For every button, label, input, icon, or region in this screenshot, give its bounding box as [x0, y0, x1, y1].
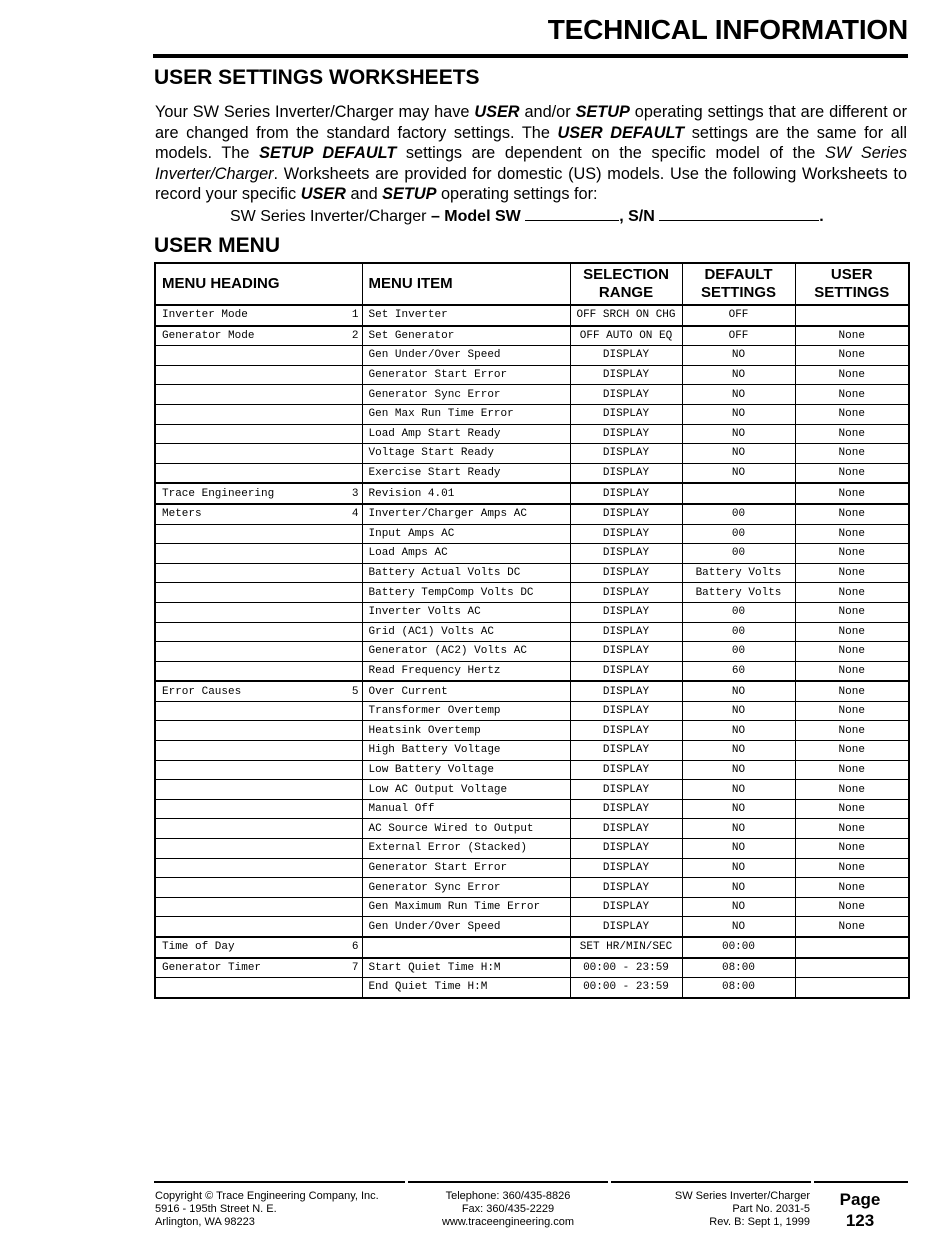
default-setting-cell: NO [682, 385, 795, 405]
selection-range-cell: DISPLAY [570, 819, 682, 839]
menu-heading-cell [155, 978, 362, 998]
menu-heading-name: Meters [162, 508, 202, 521]
table-row [155, 878, 909, 898]
footer-contact: Telephone: 360/435-8826 Fax: 360/435-2229 www.traceengineering.com [441, 1190, 575, 1228]
user-setting-cell[interactable]: None [795, 463, 909, 483]
menu-heading-cell [155, 878, 362, 898]
menu-item-cell: AC Source Wired to Output [362, 819, 570, 839]
selection-range-cell: DISPLAY [570, 622, 682, 642]
selection-range-cell: DISPLAY [570, 602, 682, 622]
menu-item-cell: Battery TempComp Volts DC [362, 583, 570, 603]
table-row [155, 917, 909, 937]
page-footer [154, 1181, 908, 1241]
default-setting-cell: NO [682, 760, 795, 780]
table-row [155, 978, 909, 998]
menu-heading-cell [155, 858, 362, 878]
default-setting-cell: NO [682, 741, 795, 761]
selection-range-cell: DISPLAY [570, 897, 682, 917]
user-setting-cell[interactable] [795, 937, 909, 958]
footer-rule [814, 1181, 908, 1183]
menu-heading-number: 4 [351, 508, 359, 521]
menu-heading-cell [155, 385, 362, 405]
selection-range-cell: DISPLAY [570, 424, 682, 444]
serial-blank [659, 206, 819, 221]
default-setting-cell: NO [682, 819, 795, 839]
menu-item-cell: Transformer Overtemp [362, 701, 570, 721]
menu-item-cell: Set Generator [362, 326, 570, 346]
menu-item-cell: Generator (AC2) Volts AC [362, 642, 570, 662]
menu-heading-cell [155, 504, 362, 524]
table-row [155, 741, 909, 761]
table-row [155, 858, 909, 878]
menu-item-cell: Exercise Start Ready [362, 463, 570, 483]
model-blank [525, 206, 619, 221]
menu-item-cell: Read Frequency Hertz [362, 661, 570, 681]
table-row [155, 701, 909, 721]
user-setting-cell[interactable]: None [795, 404, 909, 424]
table-row [155, 544, 909, 564]
selection-range-cell: DISPLAY [570, 917, 682, 937]
selection-range-cell: DISPLAY [570, 463, 682, 483]
table-row [155, 937, 909, 958]
user-setting-cell[interactable]: None [795, 385, 909, 405]
default-setting-cell: 08:00 [682, 978, 795, 998]
default-setting-cell: NO [682, 878, 795, 898]
menu-item-cell: Low AC Output Voltage [362, 780, 570, 800]
menu-heading-name: Generator Timer [162, 961, 262, 974]
menu-heading-cell [155, 760, 362, 780]
default-setting-cell: NO [682, 681, 795, 701]
selection-range-cell: DISPLAY [570, 444, 682, 464]
selection-range-cell: DISPLAY [570, 741, 682, 761]
default-setting-cell: 00 [682, 622, 795, 642]
table-row [155, 760, 909, 780]
menu-item-cell: Voltage Start Ready [362, 444, 570, 464]
menu-item-cell: Battery Actual Volts DC [362, 563, 570, 583]
menu-heading-cell [155, 897, 362, 917]
default-setting-cell: NO [682, 365, 795, 385]
table-row [155, 524, 909, 544]
user-setting-cell[interactable]: None [795, 917, 909, 937]
default-setting-cell: 00 [682, 602, 795, 622]
selection-range-cell: DISPLAY [570, 524, 682, 544]
table-row [155, 444, 909, 464]
menu-heading-cell [155, 958, 362, 978]
menu-heading-cell [155, 917, 362, 937]
table-row [155, 602, 909, 622]
table-row [155, 483, 909, 504]
user-setting-cell[interactable]: None [795, 346, 909, 366]
menu-item-cell: External Error (Stacked) [362, 839, 570, 859]
menu-item-cell: Inverter/Charger Amps AC [362, 504, 570, 524]
menu-heading-number: 1 [351, 309, 359, 322]
default-setting-cell: Battery Volts [682, 563, 795, 583]
table-row [155, 799, 909, 819]
menu-heading-cell [155, 365, 362, 385]
table-row [155, 897, 909, 917]
col-default-settings: DEFAULT SETTINGS [682, 263, 795, 305]
user-setting-cell[interactable]: None [795, 444, 909, 464]
menu-heading-cell [155, 661, 362, 681]
selection-range-cell: SET HR/MIN/SEC [570, 937, 682, 958]
menu-heading-cell [155, 839, 362, 859]
menu-heading-cell [155, 937, 362, 958]
default-setting-cell: NO [682, 917, 795, 937]
table-row [155, 622, 909, 642]
selection-range-cell: DISPLAY [570, 878, 682, 898]
menu-item-cell: Load Amp Start Ready [362, 424, 570, 444]
user-setting-cell[interactable]: None [795, 602, 909, 622]
menu-heading-cell [155, 524, 362, 544]
user-setting-cell[interactable]: None [795, 760, 909, 780]
user-menu-table [154, 262, 910, 999]
menu-item-cell: Generator Sync Error [362, 385, 570, 405]
menu-heading-name: Generator Mode [162, 329, 255, 342]
table-row [155, 346, 909, 366]
default-setting-cell: 00 [682, 544, 795, 564]
selection-range-cell: DISPLAY [570, 563, 682, 583]
selection-range-cell: DISPLAY [570, 858, 682, 878]
selection-range-cell: DISPLAY [570, 721, 682, 741]
default-setting-cell: 00 [682, 642, 795, 662]
menu-item-cell: Grid (AC1) Volts AC [362, 622, 570, 642]
user-setting-cell[interactable]: None [795, 819, 909, 839]
selection-range-cell: DISPLAY [570, 385, 682, 405]
menu-item-cell: Generator Start Error [362, 858, 570, 878]
user-setting-cell[interactable]: None [795, 878, 909, 898]
user-setting-cell[interactable]: None [795, 583, 909, 603]
default-setting-cell: 00 [682, 504, 795, 524]
default-setting-cell: NO [682, 897, 795, 917]
user-setting-cell[interactable]: None [795, 897, 909, 917]
default-setting-cell: 08:00 [682, 958, 795, 978]
user-setting-cell[interactable]: None [795, 839, 909, 859]
col-menu-heading: MENU HEADING [155, 263, 362, 305]
menu-heading-cell [155, 544, 362, 564]
selection-range-cell: DISPLAY [570, 701, 682, 721]
model-serial-line: SW Series Inverter/Charger – Model SW , S/N . [230, 208, 824, 225]
table-row [155, 563, 909, 583]
menu-heading-cell [155, 819, 362, 839]
selection-range-cell: 00:00 - 23:59 [570, 978, 682, 998]
menu-heading-number: 5 [351, 685, 359, 698]
user-setting-cell[interactable]: None [795, 563, 909, 583]
menu-item-cell [362, 937, 570, 958]
default-setting-cell: NO [682, 721, 795, 741]
default-setting-cell: OFF [682, 305, 795, 326]
user-setting-cell[interactable]: None [795, 721, 909, 741]
menu-heading-cell [155, 424, 362, 444]
selection-range-cell: DISPLAY [570, 346, 682, 366]
menu-heading-name: Error Causes [162, 685, 242, 698]
menu-item-cell: High Battery Voltage [362, 741, 570, 761]
default-setting-cell: NO [682, 839, 795, 859]
menu-item-cell: Load Amps AC [362, 544, 570, 564]
page-number: Page 123 [839, 1190, 881, 1230]
menu-item-cell: Revision 4.01 [362, 483, 570, 504]
user-menu-title: USER MENU [154, 234, 281, 257]
menu-item-cell: Generator Start Error [362, 365, 570, 385]
selection-range-cell: DISPLAY [570, 839, 682, 859]
user-setting-cell[interactable]: None [795, 544, 909, 564]
table-row [155, 463, 909, 483]
menu-item-cell: Gen Max Run Time Error [362, 404, 570, 424]
menu-heading-cell [155, 681, 362, 701]
default-setting-cell: NO [682, 444, 795, 464]
table-row [155, 642, 909, 662]
menu-heading-cell [155, 483, 362, 504]
page-title: USER SETTINGS WORKSHEETS [154, 66, 480, 89]
menu-item-cell: Manual Off [362, 799, 570, 819]
menu-heading-cell [155, 305, 362, 326]
user-setting-cell[interactable] [795, 305, 909, 326]
selection-range-cell: DISPLAY [570, 365, 682, 385]
default-setting-cell: OFF [682, 326, 795, 346]
menu-heading-cell [155, 602, 362, 622]
menu-heading-cell [155, 583, 362, 603]
default-setting-cell: 00 [682, 524, 795, 544]
user-setting-cell[interactable]: None [795, 365, 909, 385]
menu-heading-cell [155, 741, 362, 761]
selection-range-cell: DISPLAY [570, 642, 682, 662]
selection-range-cell: OFF SRCH ON CHG [570, 305, 682, 326]
selection-range-cell: DISPLAY [570, 404, 682, 424]
selection-range-cell: DISPLAY [570, 661, 682, 681]
selection-range-cell: DISPLAY [570, 504, 682, 524]
menu-heading-cell [155, 799, 362, 819]
menu-item-cell: Start Quiet Time H:M [362, 958, 570, 978]
user-setting-cell[interactable]: None [795, 858, 909, 878]
user-setting-cell[interactable]: None [795, 504, 909, 524]
menu-item-cell: Set Inverter [362, 305, 570, 326]
user-setting-cell[interactable]: None [795, 642, 909, 662]
menu-item-cell: Gen Maximum Run Time Error [362, 897, 570, 917]
col-selection-range: SELECTION RANGE [570, 263, 682, 305]
default-setting-cell: NO [682, 424, 795, 444]
menu-heading-cell [155, 444, 362, 464]
table-row [155, 385, 909, 405]
footer-document-info: SW Series Inverter/Charger Part No. 2031-5 Rev. B: Sept 1, 1999 [674, 1190, 810, 1228]
selection-range-cell: OFF AUTO ON EQ [570, 326, 682, 346]
table-header-row [155, 263, 909, 305]
user-setting-cell[interactable]: None [795, 681, 909, 701]
menu-heading-cell [155, 701, 362, 721]
menu-item-cell: Input Amps AC [362, 524, 570, 544]
user-setting-cell[interactable]: None [795, 524, 909, 544]
menu-heading-cell [155, 622, 362, 642]
default-setting-cell: NO [682, 404, 795, 424]
table-row [155, 404, 909, 424]
default-setting-cell: NO [682, 701, 795, 721]
table-row [155, 839, 909, 859]
menu-heading-number: 7 [351, 961, 359, 974]
selection-range-cell: DISPLAY [570, 483, 682, 504]
default-setting-cell: Battery Volts [682, 583, 795, 603]
menu-item-cell: Over Current [362, 681, 570, 701]
default-setting-cell: 00:00 [682, 937, 795, 958]
user-setting-cell[interactable]: None [795, 483, 909, 504]
selection-range-cell: DISPLAY [570, 544, 682, 564]
menu-heading-name: Time of Day [162, 941, 235, 954]
table-row [155, 305, 909, 326]
default-setting-cell: NO [682, 346, 795, 366]
menu-item-cell: Low Battery Voltage [362, 760, 570, 780]
user-setting-cell[interactable] [795, 978, 909, 998]
menu-heading-cell [155, 721, 362, 741]
user-setting-cell[interactable] [795, 958, 909, 978]
col-menu-item: MENU ITEM [362, 263, 570, 305]
footer-copyright: Copyright © Trace Engineering Company, Inc. 5916 - 195th Street N. E. Arlington, WA 98223 [155, 1190, 379, 1228]
default-setting-cell [682, 483, 795, 504]
menu-heading-number: 3 [351, 487, 359, 500]
default-setting-cell: NO [682, 463, 795, 483]
menu-item-cell: Inverter Volts AC [362, 602, 570, 622]
menu-item-cell: Gen Under/Over Speed [362, 346, 570, 366]
menu-item-cell: Heatsink Overtemp [362, 721, 570, 741]
footer-rule [408, 1181, 608, 1183]
default-setting-cell: NO [682, 858, 795, 878]
menu-heading-cell [155, 326, 362, 346]
user-setting-cell[interactable]: None [795, 701, 909, 721]
table-row [155, 504, 909, 524]
menu-item-cell: Gen Under/Over Speed [362, 917, 570, 937]
selection-range-cell: DISPLAY [570, 760, 682, 780]
menu-item-cell: Generator Sync Error [362, 878, 570, 898]
selection-range-cell: DISPLAY [570, 780, 682, 800]
footer-rule [154, 1181, 405, 1183]
table-row [155, 326, 909, 346]
selection-range-cell: 00:00 - 23:59 [570, 958, 682, 978]
table-row [155, 780, 909, 800]
footer-rule [611, 1181, 811, 1183]
user-setting-cell[interactable]: None [795, 799, 909, 819]
table-row [155, 583, 909, 603]
selection-range-cell: DISPLAY [570, 583, 682, 603]
table-row [155, 365, 909, 385]
col-user-settings: USER SETTINGS [795, 263, 909, 305]
user-setting-cell[interactable]: None [795, 326, 909, 346]
table-row [155, 424, 909, 444]
user-setting-cell[interactable]: None [795, 780, 909, 800]
page-header [153, 14, 908, 58]
default-setting-cell: NO [682, 799, 795, 819]
menu-heading-cell [155, 563, 362, 583]
user-setting-cell[interactable]: None [795, 622, 909, 642]
table-row [155, 721, 909, 741]
table-row [155, 681, 909, 701]
intro-paragraph: Your SW Series Inverter/Charger may have USER and/or SETUP operating settings that are different or are changed from the standard factory settings. The USER DEFAULT settings are the same for all models. The SETUP DEFAULT settings are dependent on the specific model of the SW Series Inverter/Charger. Worksheets are provided for domestic (US) models. Use the following Worksheets to record your specific USER and SETUP operating settings for: [155, 103, 908, 203]
selection-range-cell: DISPLAY [570, 681, 682, 701]
default-setting-cell: NO [682, 780, 795, 800]
menu-heading-cell [155, 642, 362, 662]
user-setting-cell[interactable]: None [795, 424, 909, 444]
user-setting-cell[interactable]: None [795, 741, 909, 761]
menu-item-cell: End Quiet Time H:M [362, 978, 570, 998]
menu-heading-cell [155, 346, 362, 366]
menu-heading-cell [155, 463, 362, 483]
menu-heading-number: 2 [351, 329, 359, 342]
menu-heading-cell [155, 780, 362, 800]
table-row [155, 958, 909, 978]
menu-heading-name: Inverter Mode [162, 309, 248, 322]
table-row [155, 661, 909, 681]
section-title: TECHNICAL INFORMATION [547, 14, 908, 45]
selection-range-cell: DISPLAY [570, 799, 682, 819]
user-setting-cell[interactable]: None [795, 661, 909, 681]
menu-heading-number: 6 [351, 941, 359, 954]
default-setting-cell: 60 [682, 661, 795, 681]
menu-heading-cell [155, 404, 362, 424]
table-row [155, 819, 909, 839]
menu-heading-name: Trace Engineering [162, 487, 275, 500]
